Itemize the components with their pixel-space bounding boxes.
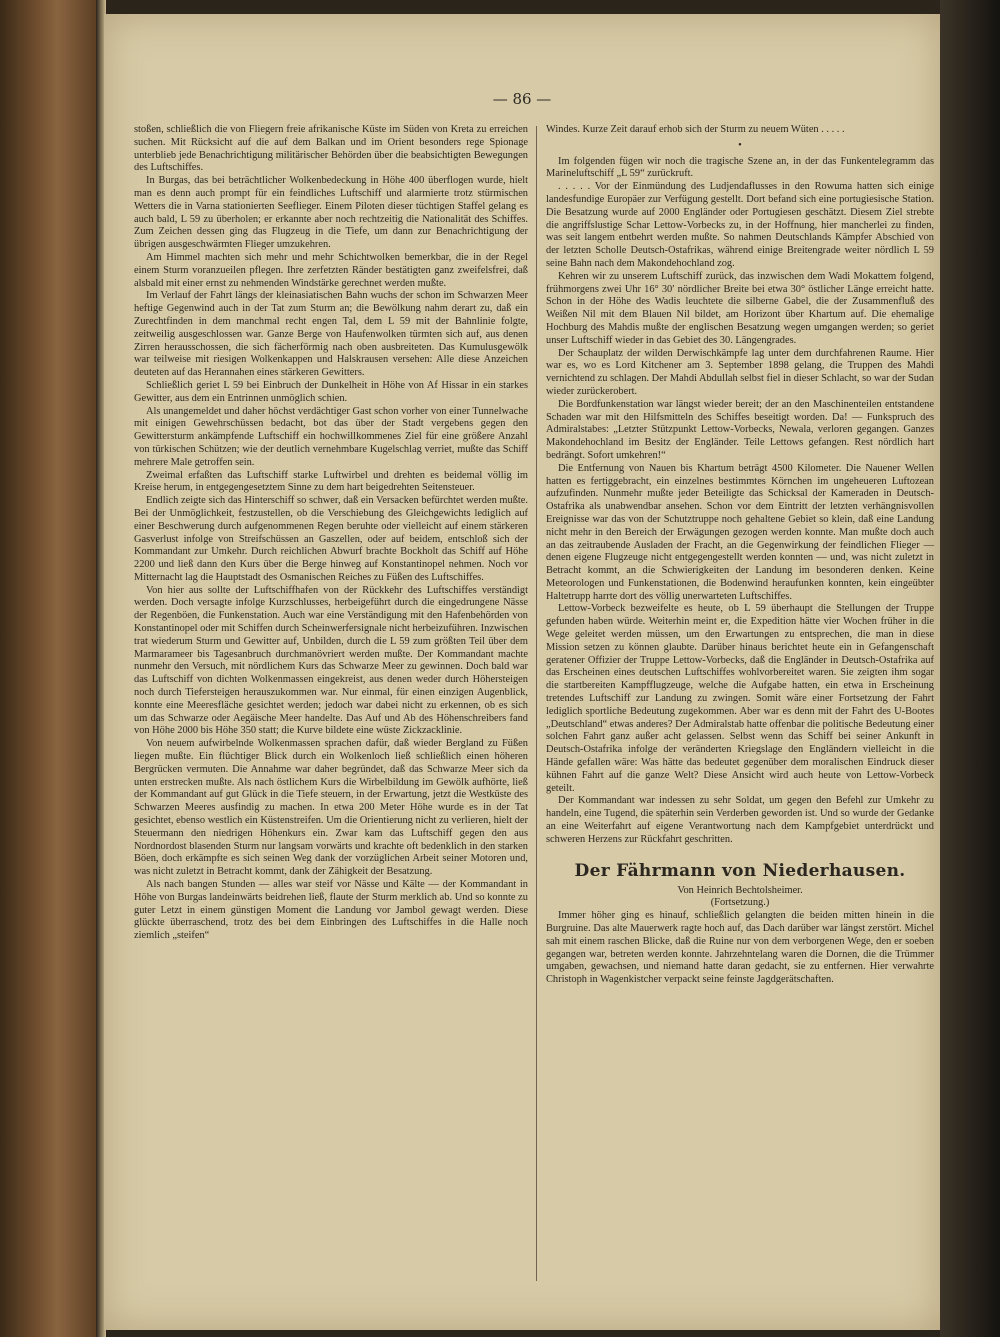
paragraph: Am Himmel machten sich mehr und mehr Schichtwolken bemerkbar, die in der Regel einem Sturm voranzueilen pflegen. Ihre zerfetzten Ränder bestätigten ganz zweifelsfrei, daß alsbald mit einer ernst zu nehmenden Windstärke gerechnet werden mußte. [134,251,528,289]
paragraph: Windes. Kurze Zeit darauf erhob sich der Sturm zu neuem Wüten . . . . . [546,124,845,135]
paragraph: stoßen, schließlich die von Fliegern freie afrikanische Küste im Süden von Kreta zu erreichen suchen. Mit Rücksicht auf die auf dem Balkan und im Orient besonders rege Spionage unterblieb jede Benachrichtigung militärischer Behörden über die beabsichtigten Bewegungen des Luftschiffes. [134,124,528,174]
continuation-note: (Fortsetzung.) [710,897,770,909]
column-divider [536,126,537,1281]
left-column [134,124,528,943]
paragraph: Im folgenden fügen wir noch die tragische Szene an, in der das Funkentelegramm das Marineluftschiff „L 59“ zurückruft. [546,155,934,180]
paragraph: Der Kommandant war indessen zu sehr Soldat, um gegen den Befehl zur Umkehr zu handeln, eine Tugend, die späterhin sein Verderben geworden ist. Und so wurde der Gedanke an eine Weiterfahrt auf eigene Verantwortung nach dem Kampfgebiet unterdrückt und schweren Herzens zur Rückfahrt geschritten. [546,795,934,845]
paragraph: Schließlich geriet L 59 bei Einbruch der Dunkelheit in Höhe von Af Hissar in ein starkes Gewitter, aus dem ein Entrinnen unmöglich schien. [134,379,528,404]
paragraph: Lettow-Vorbeck bezweifelte es heute, ob L 59 überhaupt die Stellungen der Truppe gefunden haben würde. Weiterhin meint er, die Expedition hätte vier Wochen früher in die Wege geleitet werden müssen, um den Erwartungen zu entsprechen, die man in diese Mission setzen zu können glaubte. Darüber hinaus berichtet heute ein in Gefangenschaft geratener Offizier der Truppe Lettow-Vorbecks, daß die Engländer in Deutsch-Ostafrika auf das Erscheinen eines deutschen Luftschiffes wohlvorbereitet waren. Sie zeigten ihm sogar die startbereiten Kampfflugzeuge, welche die Aufgabe hatten, ein etwa in Erscheinung tretendes Luftschiff zur Landung zu zwingen. Somit wäre einer Fortsetzung der Fahrt lediglich sportliche Bedeutung zugekommen. Aber war es denn mit der Fahrt des U-Bootes „Deutschland“ etwas anderes? Der Admiralstab hatte offenbar die politische Bedeutung einer solchen Fahrt ganz außer acht gelassen. Selbst wenn das Schiff bei seiner Ankunft in Deutsch-Ostafrika infolge der veränderten Kriegslage den Engländern vielleicht in die Hände gefallen wäre: Was hätte das bedeutet gegenüber dem moralischen Eindruck dieser kühnen Fahrt auf die ganze Welt? Diese Ansicht wird auch heute von Lettow-Vorbeck geteilt. [546,603,934,794]
paragraph: Als unangemeldet und daher höchst verdächtiger Gast schon vorher von einer Tunnelwache mit einigen Gewehrschüssen bedacht, bot das über der Stadt vergebens gegen den Gewittersturm ankämpfende Luftschiff ein hochwillkommenes Ziel für eine größere Anzahl von türkischen Schützen; wie der deutlich vernehmbare Kugelschlag verriet, mußte das Schiff mehrere Male getroffen sein. [134,405,528,468]
book-page [104,14,940,1330]
right-edge-shadow [940,0,1000,1337]
paragraph: Die Bordfunkenstation war längst wieder bereit; der an den Maschinenteilen entstandene Schaden war mit den Hilfsmitteln des Schiffes beseitigt worden. Da! — Funkspruch des Admiralstabes: „Letzter Stützpunkt Lettow-Vorbecks, Newala, verloren gegangen. Ganzes Makondehochland im Besitz der Engländer. Teile Lettows gefangen. Rest nördlich hart bedrängt. Sofort umkehren!“ [546,398,934,461]
paragraph: Kehren wir zu unserem Luftschiff zurück, das inzwischen dem Wadi Mokattem folgend, frühmorgens zwei Uhr 16° 30′ nördlicher Breite bei etwa 30° östlicher Länge erreicht hatte. Schon in der Höhe des Wadis leuchtete die silberne Gabel, die der Zusammenfluß des Weißen Nil mit dem Blauen Nil bildet, am Horizont über Khartum auf. Die ehemalige Hochburg des Mahdis mußte der englischen Besatzung wegen umgangen werden; so geriet unser Luftschiff wieder in das Gebiet des 30. Längengrades. [546,270,934,346]
story-title: Der Fährmann von Niederhausen. [574,860,906,881]
paragraph: Von neuem aufwirbelnde Wolkenmassen sprachen dafür, daß wieder Bergland zu Füßen liegen mußte. Ein flüchtiger Blick durch ein Wolkenloch ließ schließlich einen höheren Bergrücken vermuten. Die Annahme war daher begründet, daß das Schwarze Meer sich da unten erstrecken mußte. Als nach östlichem Kurs die Wirbelbildung im Gewölk aufhörte, ließ der Kommandant auf gut Glück in die Tiefe steuern, in der Erwartung, jetzt die Westküste des Schwarzen Meeres ausfindig zu machen. In etwa 200 Meter Höhe wurde es in der Tat gesichtet, ebenso westlich ein Küstenstreifen. Um die Orientierung nicht zu verlieren, hielt der Steuermann den niedrigen Höhenkurs ein. Zwar kam das Luftschiff gegen den aus Nordnordost blasenden Sturm nur langsam vorwärts und krachte oft bedenklich in den starken Böen, doch erkämpfte es sich seinen Weg dank der vorzüglichen Arbeit seiner Motoren und, was nicht zuletzt in Betracht kommt, dank der Zähigkeit der Besatzung. [134,738,528,878]
paragraph: . . . . . Vor der Einmündung des Ludjendaflusses in den Rowuma hatten sich einige landesfundige Europäer zur Verfügung gestellt. Dort befand sich eine portugiesische Station. Die Besatzung wurde auf 2000 Engländer oder Portugiesen geschätzt. Diesem Ziel strebte die angriffslustige Schar Lettow-Vorbecks zu, in der Hoffnung, hier mancherlei zu finden, was seit langem entbehrt werden mußte. So nahmen Deutschlands Kämpfer Abschied von der letzten Scholle Deutsch-Ostafrikas, während einige Breitengrade weiter nördlich L 59 seine Bahn nach dem Makondehochland zog. [546,181,934,269]
right-column [546,124,934,987]
section-separator: • [738,139,742,151]
paragraph: In Burgas, das bei beträchtlicher Wolkenbedeckung in Höhe 400 überflogen wurde, hielt man es denn auch prompt für ein feindliches Luftschiff und alarmierte trotz stürmischen Wetters die in Varna stationierten Seeflieger. Einem Piloten dieser tüchtigen Staffel gelang es auch bald, L 59 zu überholen; er erkannte aber noch rechtzeitig die Nationalität des Schiffes. Zum Zeichen dessen ging das Flugzeug in die Tiefe, um dann zur Benachrichtigung der übrigen ausgeschwärmten Flieger umzukehren. [134,175,528,251]
paragraph: Als nach bangen Stunden — alles war steif vor Nässe und Kälte — der Kommandant in Höhe von Burgas landeinwärts beidrehen ließ, flaute der Sturm merklich ab. Und so konnte zu guter Letzt in einem günstigen Moment die Landung vor Jambol gewagt werden. Diese glückte überraschend, trotz des bei dem Einbringen des Luftschiffes in die Halle noch ziemlich „steifen“ [134,879,528,942]
story-byline: Von Heinrich Bechtolsheimer. [677,884,803,896]
paragraph: Die Entfernung von Nauen bis Khartum beträgt 4500 Kilometer. Die Nauener Wellen hatten es fertiggebracht, ein einzelnes bestimmtes Körnchen im ungeheueren Luftozean aufzufinden. Nunmehr mußte jeder Beteiligte das Schicksal der Kameraden in Deutsch-Ostafrika als unabwendbar ansehen. Schon vor dem Eintritt der letzten verhängnisvollen Ereignisse war das von der Schutztruppe noch gehaltene Gebiet so klein, daß eine Landung nicht mehr in den Bereich der Erwägungen gezogen werden konnte. Man mußte doch auch an das zeitraubende Ausladen der Fracht, an die Gegenwirkung der feindlichen Flieger — denen eigene Flugzeuge nicht entgegengestellt werden konnten — und, was nicht zuletzt in Betracht kommt, an die Schwierigkeiten der Landung im besonderen denken. Keine Meteorologen und Funkenstationen, die Bodenwind heraufunken konnten, kein eingeübter Haltetrupp harrte dort des völlig unerwarteten Luftschiffes. [546,462,934,602]
paragraph: Der Schauplatz der wilden Derwischkämpfe lag unter dem durchfahrenen Raume. Hier war es, wo es Lord Kitchener am 3. September 1898 gelang, die Truppen des Mahdi vernichtend zu schlagen. Der Mahdi Abdullah selbst fiel in dieser Schlacht, so war der Sudan wieder zurückerobert. [546,347,934,397]
paragraph: Immer höher ging es hinauf, schließlich gelangten die beiden mitten hinein in die Burgruine. Das alte Mauerwerk ragte hoch auf, das Dach darüber war längst zerstört. Michel sah mit einem raschen Blicke, daß die Ruine nur von dem verborgenen Wege, den er soeben gegangen war, betreten werden konnte. Jahrzehntelang waren die Dornen, die die Trümmer umgaben, gewachsen, und niemand hatte daran gedacht, sie zu entfernen. Hier verwahrte Christoph in Wagenkistcher verpackt seine feinste Jagdgerätschaften. [546,910,934,986]
paragraph: Endlich zeigte sich das Hinterschiff so schwer, daß ein Versacken befürchtet werden mußte. Bei der Unmöglichkeit, festzustellen, ob die Verschiebung des Gleichgewichts lediglich auf einer Beschwerung durch aufgenommenen Regen beruhte oder vielleicht auf einem stärkeren Gasverlust infolge von Streifschüssen an Gaszellen, oder auf beidem, entschloß sich der Kommandant zur Umkehr. Durch reichlichen Abwurf brachte Bockholt das Schiff auf Höhe 2200 und ließ dann den Kurs über die Berge hinweg auf Konstantinopel nehmen. Noch vor Mitternacht lag die Hauptstadt des Osmanischen Reiches zu Füßen des Luftschiffes. [134,495,528,583]
page-number: — 86 — [492,90,552,108]
paragraph: Von hier aus sollte der Luftschiffhafen von der Rückkehr des Luftschiffes verständigt werden. Doch versagte infolge Kurzschlusses, herbeigeführt durch die eingedrungene Nässe der Regenböen, die Funkenstation. Auch war eine Verständigung mit den Hafenbehörden von Konstantinopel oder mit Schiffen durch Scheinwerfersignale nicht herbeizuführen. Inzwischen trat wiederum Sturm und Gewitter auf, Unbilden, durch die L 59 zum größten Teil über dem Marmarameer bis Tagesanbruch durchmanövriert werden mußte. Der Kommandant machte nunmehr den Versuch, mit nördlichem Kurs das Schwarze Meer zu gewinnen. Doch bald war das Luftschiff von dichten Wolkenmassen eingekreist, aus denen weder durch Höhersteigen noch durch Tiefersteigen herauszukommen war. Nur einmal, für einen einzigen Augenblick, konnte eine Meeresfläche gesichtet werden; jedoch war dabei nicht zu erkennen, ob es sich um das Schwarze oder Aegäische Meer handelte. Das Auf und Ab des Höhenschreibers fand von Höhe 2000 bis Höhe 350 statt; die Kurve bildete eine wüste Zickzacklinie. [134,584,528,737]
paragraph: Zweimal erfaßten das Luftschiff starke Luftwirbel und drehten es beidemal völlig im Kreise herum, in entgegengesetztem Sinne zu dem hart beigedrehten Seitensteuer. [134,469,528,494]
book-binding [0,0,96,1337]
paragraph: Im Verlauf der Fahrt längs der kleinasiatischen Bahn wuchs der schon im Schwarzen Meer heftige Gegenwind auch in der Tat zum Sturm an; die Bewölkung nahm derart zu, daß ein Zurechtfinden in dem manchmal recht engen Tal, dem L 59 mit der Bahnlinie folgte, zeitweilig ausgeschlossen war. Ganze Berge von Haufenwolken türmten sich auf, aus denen Zirren herausschossen, die sich fächerförmig nach oben ausbreiteten. Das Kumulusgewölk war teilweise mit riesigen Wolkenkappen und Halskrausen versehen: Alle diese Anzeichen deuteten auf das Herannahen eines stärkeren Gewitters. [134,290,528,379]
